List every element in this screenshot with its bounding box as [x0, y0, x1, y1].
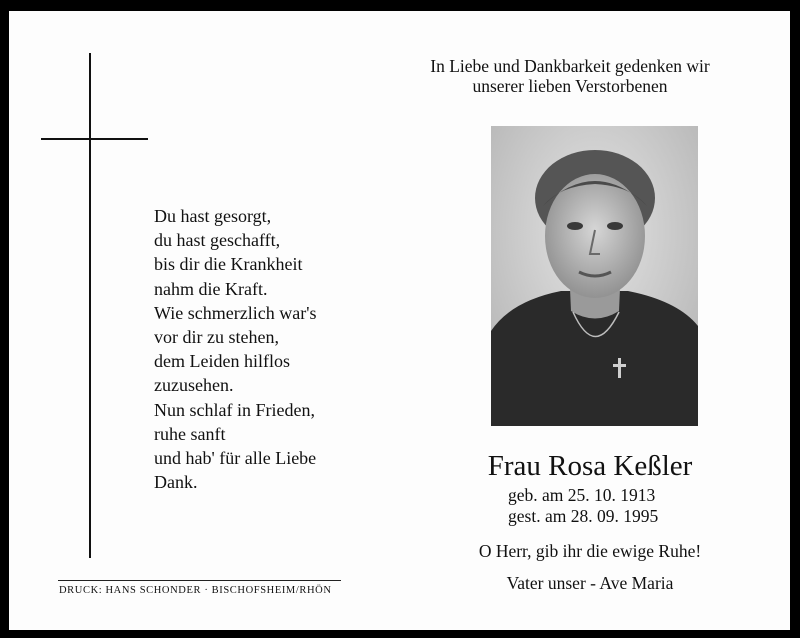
printer-divider	[58, 580, 341, 581]
death-date: gest. am 28. 09. 1995	[508, 506, 659, 526]
poem-line: und hab' für alle Liebe	[154, 448, 317, 469]
poem-line: Du hast gesorgt,	[154, 206, 272, 226]
life-dates	[508, 485, 658, 527]
portrait-photo	[491, 126, 698, 426]
dedication-line: In Liebe und Dankbarkeit gedenken wir	[430, 56, 710, 76]
printer-credit: DRUCK: HANS SCHONDER · BISCHOFSHEIM/RHÖN	[59, 585, 332, 596]
poem-line: Dank.	[154, 472, 198, 493]
poem-line: vor dir zu stehen,	[154, 327, 279, 348]
memorial-card	[9, 11, 790, 630]
poem-line: zuzusehen.	[154, 375, 234, 396]
memorial-poem	[154, 204, 316, 494]
dedication-line: unserer lieben Verstorbenen	[472, 76, 668, 96]
cross-horizontal-bar	[41, 138, 148, 140]
portrait-image	[491, 126, 698, 426]
cross-vertical-bar	[89, 53, 91, 558]
birth-date: geb. am 25. 10. 1913	[508, 485, 656, 505]
prayer-line: O Herr, gib ihr die ewige Ruhe!	[478, 541, 702, 561]
poem-line: bis dir die Krankheit	[154, 254, 303, 275]
poem-line: Nun schlaf in Frieden,	[154, 399, 315, 420]
poem-line: nahm die Kraft.	[154, 278, 268, 299]
poem-line: du hast geschafft,	[154, 230, 281, 251]
dedication-text	[400, 56, 740, 96]
poem-line: ruhe sanft	[154, 423, 226, 444]
poem-line: Wie schmerzlich war's	[154, 302, 317, 323]
poem-line: dem Leiden hilflos	[154, 351, 290, 372]
deceased-name: Frau Rosa Keßler	[487, 450, 693, 482]
closing-prayer: Vater unser - Ave Maria	[506, 573, 674, 593]
